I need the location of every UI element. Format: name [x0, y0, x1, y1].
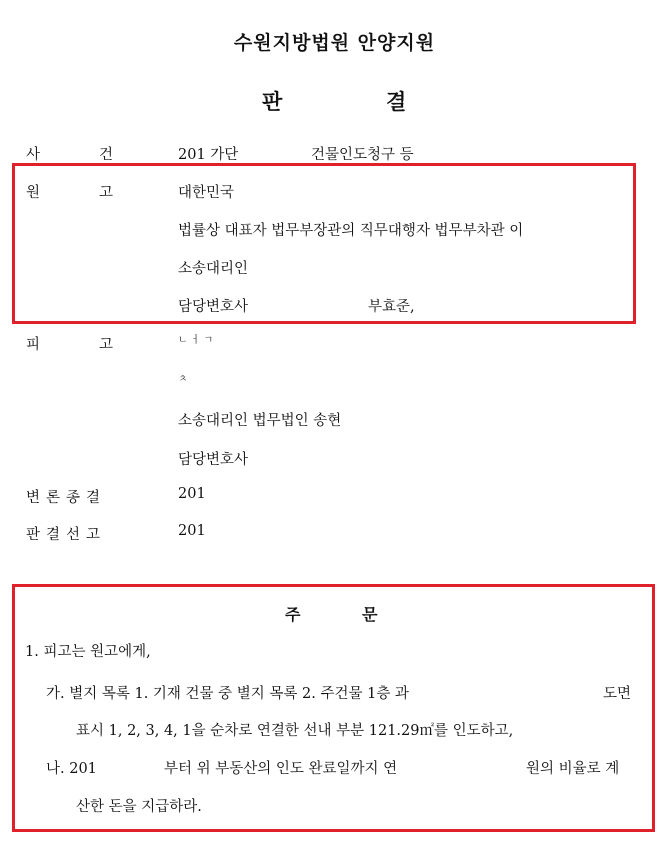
defendant-name-redacted: ㄴ ㅓ ㄱ	[178, 335, 214, 346]
case-number: 201 가단	[178, 147, 239, 163]
court-name: 수원지방법원 안양지원	[233, 32, 436, 54]
plaintiff-label-1: 원	[26, 185, 41, 201]
case-label-2: 건	[99, 147, 114, 163]
closing-label: 변론종결	[26, 490, 107, 506]
plaintiff-label-2: 고	[99, 185, 114, 201]
plaintiff-representative: 법률상 대표자 법무부장관의 직무대행자 법무부차관 이	[178, 223, 524, 239]
plaintiff-lawyer-name: 부효준,	[368, 299, 415, 315]
title-char-2: 결	[386, 90, 407, 114]
order-item-a-line1: 가. 별지 목록 1. 기재 건물 중 별지 목록 2. 주건물 1층 과	[46, 686, 409, 702]
order-item-b-line1-end: 원의 비율로 계	[526, 761, 620, 777]
order-item-1: 1. 피고는 원고에게,	[25, 644, 151, 660]
order-item-a-line2: 표시 1, 2, 3, 4, 1을 순차로 연결한 선내 부분 121.29㎡를 인도하고,	[76, 723, 514, 739]
order-item-b-line2: 산한 돈을 지급하라.	[76, 799, 202, 815]
closing-date: 201	[178, 486, 206, 502]
order-item-b-line1-start: 나. 201	[46, 761, 97, 777]
defendant-label-2: 고	[99, 337, 114, 353]
defendant-address-redacted: ㅊ	[178, 374, 188, 385]
plaintiff-name: 대한민국	[178, 185, 235, 201]
judgment-label: 판결선고	[26, 527, 107, 543]
judgment-date: 201	[178, 523, 206, 539]
plaintiff-lawyer-label: 담당변호사	[178, 299, 249, 315]
order-item-b-line1-middle: 부터 위 부동산의 인도 완료일까지 연	[164, 761, 398, 777]
case-name: 건물인도청구 등	[311, 147, 414, 163]
defendant-agent: 소송대리인 법무법인 송현	[178, 413, 342, 429]
plaintiff-agent-label: 소송대리인	[178, 261, 249, 277]
defendant-label-1: 피	[26, 337, 41, 353]
order-item-a-line1-end: 도면	[603, 686, 632, 702]
case-label-1: 사	[26, 147, 41, 163]
defendant-lawyer-label: 담당변호사	[178, 452, 249, 468]
title-char-1: 판	[262, 90, 283, 114]
order-heading-1: 주	[285, 605, 301, 624]
order-heading-2: 문	[362, 605, 378, 624]
